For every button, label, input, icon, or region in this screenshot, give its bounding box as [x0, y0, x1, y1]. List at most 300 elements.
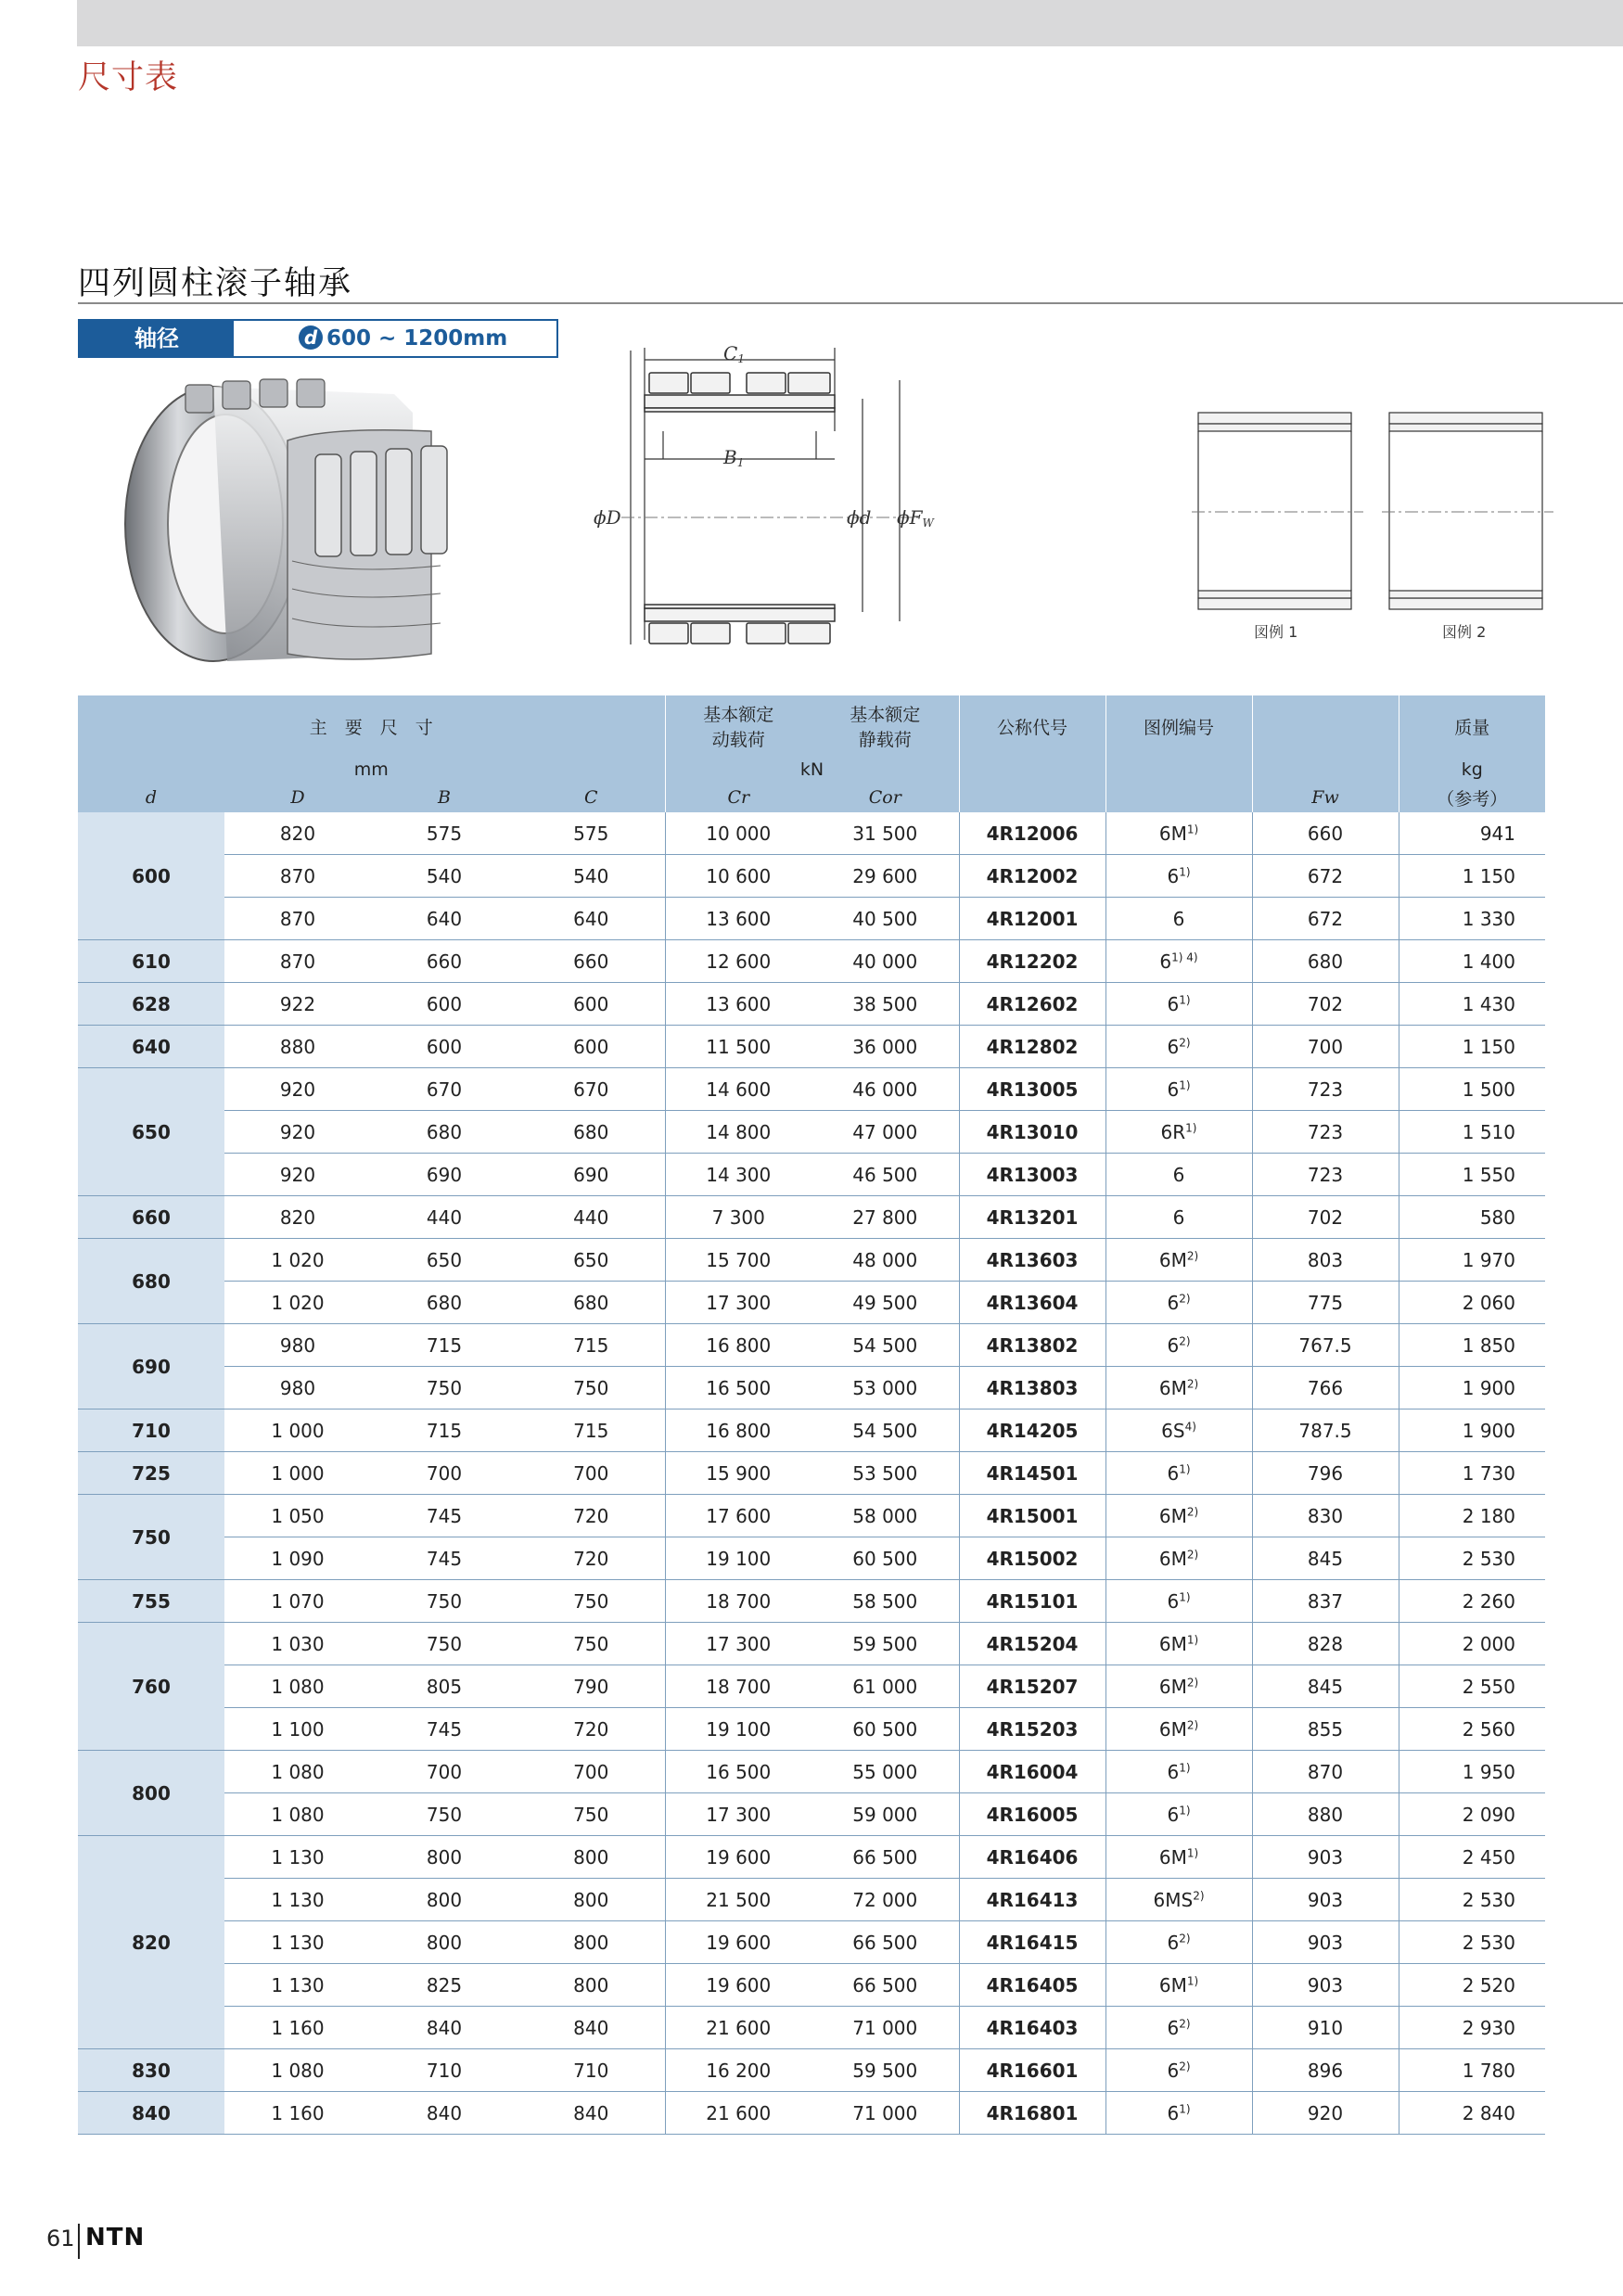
mass-cell: 1 150: [1399, 1026, 1545, 1068]
code-cell: 4R12802: [959, 1026, 1105, 1068]
d-cell: 1 080: [224, 2049, 371, 2092]
cor-cell: 55 000: [812, 1751, 959, 1793]
mass-cell: 1 500: [1399, 1068, 1545, 1111]
code-cell: 4R13803: [959, 1367, 1105, 1409]
shaft-range-text: 600 ~ 1200mm: [326, 326, 508, 351]
cr-cell: 15 700: [665, 1239, 812, 1282]
figure-number-cell: [1105, 983, 1252, 1026]
shaft-label: 轴径: [80, 321, 234, 356]
code-cell: 4R16403: [959, 2007, 1105, 2049]
code-cell: 4R15207: [959, 1665, 1105, 1708]
col-B1: B: [371, 783, 518, 812]
c1-cell: 690: [518, 1154, 665, 1196]
c1-cell: 715: [518, 1324, 665, 1367]
c1-cell: 750: [518, 1367, 665, 1409]
table-row: [78, 1154, 1545, 1196]
b1-cell: 700: [371, 1751, 518, 1793]
mass-cell: 1 510: [1399, 1111, 1545, 1154]
dynamic-load-header: 基本额定 动载荷: [665, 695, 812, 757]
cr-cell: 18 700: [665, 1580, 812, 1623]
cor-cell: 66 500: [812, 1921, 959, 1964]
footnote-mark: 1): [1179, 1589, 1191, 1603]
figure-number-cell: [1105, 1836, 1252, 1879]
b1-cell: 840: [371, 2007, 518, 2049]
fw-cell: 702: [1252, 1196, 1399, 1239]
code-header: 公称代号: [959, 695, 1105, 783]
mass-cell: 1 780: [1399, 2049, 1545, 2092]
figure-number: 6: [1167, 864, 1180, 887]
figure-number-cell: [1105, 1026, 1252, 1068]
code-cell: 4R13003: [959, 1154, 1105, 1196]
cor-cell: 36 000: [812, 1026, 959, 1068]
cor-cell: 72 000: [812, 1879, 959, 1921]
b1-cell: 600: [371, 1026, 518, 1068]
mass-cell: 1 900: [1399, 1367, 1545, 1409]
d-cell: 1 130: [224, 1964, 371, 2007]
footnote-mark: 1): [1179, 864, 1191, 878]
fw-cell: 672: [1252, 898, 1399, 940]
cr-cell: 7 300: [665, 1196, 812, 1239]
b1-cell: 825: [371, 1964, 518, 2007]
mass-cell: 2 530: [1399, 1537, 1545, 1580]
figure-number: 6M: [1158, 1547, 1187, 1570]
bore-diameter-cell: 650: [78, 1068, 224, 1196]
bore-diameter-cell: 600: [78, 812, 224, 940]
cor-cell: 27 800: [812, 1196, 959, 1239]
figure-number: 6: [1172, 1205, 1185, 1229]
b1-cell: 700: [371, 1452, 518, 1495]
d-cell: 1 080: [224, 1793, 371, 1836]
figure-number-cell: [1105, 1495, 1252, 1537]
figure-examples: [1187, 403, 1558, 654]
bore-diameter-cell: 640: [78, 1026, 224, 1068]
footnote-mark: 2): [1179, 1291, 1191, 1305]
cr-cell: 17 300: [665, 1793, 812, 1836]
fig1-label: 図例 1: [1254, 623, 1298, 641]
mass-cell: 2 520: [1399, 1964, 1545, 2007]
footnote-mark: 2): [1179, 1333, 1191, 1347]
c1-cell: 840: [518, 2092, 665, 2135]
bore-diameter-cell: 800: [78, 1751, 224, 1836]
fig2-label: 図例 2: [1442, 623, 1487, 641]
code-cell: 4R15001: [959, 1495, 1105, 1537]
bore-diameter-cell: 820: [78, 1836, 224, 2049]
d-cell: 1 100: [224, 1708, 371, 1751]
b1-cell: 715: [371, 1409, 518, 1452]
b1-cell: 745: [371, 1537, 518, 1580]
cor-cell: 54 500: [812, 1324, 959, 1367]
cr-cell: 19 100: [665, 1708, 812, 1751]
bore-diameter-cell: 830: [78, 2049, 224, 2092]
b1-cell: 575: [371, 812, 518, 855]
bore-diameter-cell: 755: [78, 1580, 224, 1623]
fw-cell: 723: [1252, 1111, 1399, 1154]
footnote-mark: 1): [1186, 822, 1199, 835]
b1-cell: 680: [371, 1282, 518, 1324]
table-row: [78, 1751, 1545, 1793]
figure-number-cell: [1105, 1367, 1252, 1409]
c1-cell: 800: [518, 1921, 665, 1964]
code-cell: 4R13010: [959, 1111, 1105, 1154]
figure-number-cell: [1105, 1239, 1252, 1282]
b1-cell: 745: [371, 1495, 518, 1537]
c1-cell: 700: [518, 1751, 665, 1793]
table-row: [78, 1409, 1545, 1452]
figure-number-cell: [1105, 855, 1252, 898]
c1-cell: 800: [518, 1964, 665, 2007]
mass-cell: 941: [1399, 812, 1545, 855]
cr-cell: 17 600: [665, 1495, 812, 1537]
d-cell: 1 130: [224, 1836, 371, 1879]
mass-ref: （参考）: [1399, 783, 1545, 812]
mass-cell: 1 400: [1399, 940, 1545, 983]
figure-number: 6M: [1158, 1973, 1187, 1996]
label-D: ϕD: [594, 506, 621, 529]
footnote-mark: 2): [1179, 1035, 1191, 1049]
figure-number: 6M: [1158, 1248, 1187, 1271]
figure-number-cell: [1105, 898, 1252, 940]
cr-cell: 17 300: [665, 1623, 812, 1665]
d-cell: 870: [224, 898, 371, 940]
cr-cell: 14 300: [665, 1154, 812, 1196]
unit-kn: kN: [665, 757, 959, 783]
label-fw: ϕFW: [897, 506, 934, 529]
figure-number-cell: [1105, 1964, 1252, 2007]
c1-cell: 600: [518, 983, 665, 1026]
figure-number: 6: [1167, 1589, 1180, 1613]
c1-cell: 440: [518, 1196, 665, 1239]
code-cell: 4R16415: [959, 1921, 1105, 1964]
c1-cell: 800: [518, 1879, 665, 1921]
table-row: [78, 1921, 1545, 1964]
fw-cell: 870: [1252, 1751, 1399, 1793]
c1-cell: 680: [518, 1282, 665, 1324]
cr-cell: 21 600: [665, 2092, 812, 2135]
figure-number: 6M: [1158, 1632, 1187, 1655]
figure-number-cell: [1105, 1623, 1252, 1665]
d-cell: 1 130: [224, 1879, 371, 1921]
bore-diameter-cell: 660: [78, 1196, 224, 1239]
cor-cell: 58 500: [812, 1580, 959, 1623]
cr-cell: 18 700: [665, 1665, 812, 1708]
d-cell: 1 160: [224, 2092, 371, 2135]
table-row: [78, 2049, 1545, 2092]
cor-cell: 60 500: [812, 1708, 959, 1751]
footnote-mark: 1): [1179, 2101, 1191, 2115]
footnote-mark: 2): [1179, 2016, 1191, 2030]
footnote-mark: 1): [1186, 1632, 1199, 1646]
cr-cell: 21 500: [665, 1879, 812, 1921]
b1-cell: 750: [371, 1580, 518, 1623]
page-number: 61: [46, 2226, 75, 2251]
bore-diameter-cell: 840: [78, 2092, 224, 2135]
table-row: [78, 2007, 1545, 2049]
dimension-diagram: [584, 343, 955, 649]
b1-cell: 800: [371, 1836, 518, 1879]
mass-cell: 1 850: [1399, 1324, 1545, 1367]
cor-cell: 61 000: [812, 1665, 959, 1708]
bore-diameter-cell: 680: [78, 1239, 224, 1324]
figure-number: 6: [1167, 1760, 1180, 1783]
code-cell: 4R15203: [959, 1708, 1105, 1751]
cor-cell: 46 000: [812, 1068, 959, 1111]
cor-cell: 40 000: [812, 940, 959, 983]
figure-number-cell: [1105, 1751, 1252, 1793]
mass-header: 质量: [1399, 695, 1545, 757]
cor-cell: 58 000: [812, 1495, 959, 1537]
c1-cell: 600: [518, 1026, 665, 1068]
code-cell: 4R12602: [959, 983, 1105, 1026]
footer-divider: [78, 2224, 80, 2259]
mass-cell: 2 180: [1399, 1495, 1545, 1537]
figure-number: 6M: [1158, 1845, 1187, 1869]
cr-cell: 12 600: [665, 940, 812, 983]
fw-cell: 775: [1252, 1282, 1399, 1324]
d-cell: 1 030: [224, 1623, 371, 1665]
cor-cell: 46 500: [812, 1154, 959, 1196]
fw-cell: 766: [1252, 1367, 1399, 1409]
table-row: [78, 1239, 1545, 1282]
fw-cell: 903: [1252, 1836, 1399, 1879]
c1-cell: 750: [518, 1623, 665, 1665]
figure-number-cell: [1105, 2007, 1252, 2049]
fw-cell: 700: [1252, 1026, 1399, 1068]
bore-diameter-cell: 725: [78, 1452, 224, 1495]
code-cell: 4R16406: [959, 1836, 1105, 1879]
table-row: [78, 1324, 1545, 1367]
figure-number: 6: [1167, 1333, 1180, 1357]
bore-diameter-cell: 690: [78, 1324, 224, 1409]
figure-number: 6: [1167, 1803, 1180, 1826]
b1-cell: 750: [371, 1623, 518, 1665]
c1-cell: 660: [518, 940, 665, 983]
cr-cell: 19 600: [665, 1836, 812, 1879]
code-cell: 4R13005: [959, 1068, 1105, 1111]
fw-cell: 702: [1252, 983, 1399, 1026]
figure-number-cell: [1105, 2092, 1252, 2135]
table-row: [78, 1580, 1545, 1623]
fw-cell: 828: [1252, 1623, 1399, 1665]
figure-number-cell: [1105, 812, 1252, 855]
cor-cell: 29 600: [812, 855, 959, 898]
cr-cell: 16 500: [665, 1751, 812, 1793]
c1-cell: 540: [518, 855, 665, 898]
figure-number: 6MS: [1153, 1888, 1194, 1911]
code-cell: 4R15204: [959, 1623, 1105, 1665]
heading-divider: [78, 302, 1623, 304]
mass-cell: 1 900: [1399, 1409, 1545, 1452]
b1-cell: 640: [371, 898, 518, 940]
bore-diameter-cell: 610: [78, 940, 224, 983]
cr-cell: 19 100: [665, 1537, 812, 1580]
figure-number: 6S: [1161, 1419, 1185, 1442]
figure-number: 6: [1159, 950, 1172, 973]
d-cell: 920: [224, 1154, 371, 1196]
b1-cell: 840: [371, 2092, 518, 2135]
cr-cell: 16 200: [665, 2049, 812, 2092]
mass-cell: 2 550: [1399, 1665, 1545, 1708]
mass-cell: 1 150: [1399, 855, 1545, 898]
fw-cell: 723: [1252, 1068, 1399, 1111]
table-row: [78, 1282, 1545, 1324]
table-row: [78, 1836, 1545, 1879]
d-cell: 880: [224, 1026, 371, 1068]
figure-number-cell: [1105, 2049, 1252, 2092]
page-title: 四列圆柱滚子轴承: [78, 265, 353, 302]
mass-cell: 2 450: [1399, 1836, 1545, 1879]
code-cell: 4R15002: [959, 1537, 1105, 1580]
figure-number: 6M: [1158, 1376, 1187, 1399]
footnote-mark: 1): [1186, 1845, 1199, 1859]
table-row: [78, 898, 1545, 940]
c1-cell: 715: [518, 1409, 665, 1452]
cor-cell: 53 500: [812, 1452, 959, 1495]
footnote-mark: 2): [1186, 1376, 1199, 1390]
figure-number: 6: [1167, 1035, 1180, 1058]
cor-cell: 40 500: [812, 898, 959, 940]
cr-cell: 16 800: [665, 1324, 812, 1367]
mass-cell: 2 260: [1399, 1580, 1545, 1623]
c1-cell: 710: [518, 2049, 665, 2092]
fw-cell: 855: [1252, 1708, 1399, 1751]
figure-number-cell: [1105, 1537, 1252, 1580]
code-cell: 4R13604: [959, 1282, 1105, 1324]
b1-cell: 750: [371, 1793, 518, 1836]
d-cell: 1 050: [224, 1495, 371, 1537]
d-cell: 980: [224, 1367, 371, 1409]
c1-cell: 800: [518, 1836, 665, 1879]
cor-cell: 48 000: [812, 1239, 959, 1282]
b1-cell: 690: [371, 1154, 518, 1196]
footnote-mark: 1): [1186, 1973, 1199, 1987]
shaft-range-box: [78, 319, 558, 358]
footnote-mark: 4): [1184, 1419, 1196, 1433]
c1-cell: 640: [518, 898, 665, 940]
fw-cell: 903: [1252, 1879, 1399, 1921]
mass-cell: 2 560: [1399, 1708, 1545, 1751]
fw-cell: 767.5: [1252, 1324, 1399, 1367]
b1-cell: 670: [371, 1068, 518, 1111]
b1-cell: 650: [371, 1239, 518, 1282]
cor-cell: 59 500: [812, 2049, 959, 2092]
b1-cell: 540: [371, 855, 518, 898]
table-row: [78, 1879, 1545, 1921]
figure-number: 6M: [1158, 822, 1187, 845]
mass-cell: 1 950: [1399, 1751, 1545, 1793]
col-C1: C: [518, 783, 665, 812]
figure-number: 6: [1167, 2016, 1180, 2039]
figure-number: 6: [1172, 1163, 1185, 1186]
table-row: [78, 1708, 1545, 1751]
bore-diameter-cell: 710: [78, 1409, 224, 1452]
table-row: [78, 1665, 1545, 1708]
figure-number-cell: [1105, 1196, 1252, 1239]
table-row: [78, 1196, 1545, 1239]
fw-cell: 920: [1252, 2092, 1399, 2135]
figure-number-cell: [1105, 1665, 1252, 1708]
footnote-mark: 1): [1179, 1461, 1191, 1475]
mass-cell: 580: [1399, 1196, 1545, 1239]
d-symbol-icon: d: [299, 325, 323, 350]
footnote-mark: 1): [1185, 1120, 1197, 1134]
mass-cell: 1 730: [1399, 1452, 1545, 1495]
col-Cr: Cr: [665, 783, 812, 812]
figure-number-cell: [1105, 1580, 1252, 1623]
table-row: [78, 1452, 1545, 1495]
table-row: [78, 940, 1545, 983]
mass-cell: 2 530: [1399, 1921, 1545, 1964]
d-cell: 820: [224, 812, 371, 855]
figure-number: 6: [1167, 1931, 1180, 1954]
code-cell: 4R16405: [959, 1964, 1105, 2007]
fw-cell: 672: [1252, 855, 1399, 898]
unit-mm: mm: [78, 757, 665, 783]
table-row: [78, 1964, 1545, 2007]
c1-cell: 840: [518, 2007, 665, 2049]
top-bar: [77, 0, 1623, 46]
code-cell: 4R14205: [959, 1409, 1105, 1452]
mass-cell: 2 530: [1399, 1879, 1545, 1921]
d-cell: 1 130: [224, 1921, 371, 1964]
fw-cell: 845: [1252, 1537, 1399, 1580]
footnote-mark: 2): [1186, 1547, 1199, 1561]
cr-cell: 11 500: [665, 1026, 812, 1068]
b1-cell: 715: [371, 1324, 518, 1367]
fw-cell: 803: [1252, 1239, 1399, 1282]
fw-cell: 880: [1252, 1793, 1399, 1836]
label-d: ϕd: [847, 506, 872, 529]
shaft-range: [234, 321, 556, 356]
footnote-mark: 2): [1186, 1504, 1199, 1518]
d-cell: 1 080: [224, 1665, 371, 1708]
code-cell: 4R12002: [959, 855, 1105, 898]
b1-cell: 710: [371, 2049, 518, 2092]
d-cell: 922: [224, 983, 371, 1026]
bore-diameter-cell: 760: [78, 1623, 224, 1751]
cor-cell: 47 000: [812, 1111, 959, 1154]
table-row: [78, 1026, 1545, 1068]
figure-number: 6M: [1158, 1717, 1187, 1741]
c1-cell: 750: [518, 1793, 665, 1836]
table-body: [78, 812, 1545, 2135]
code-cell: 4R13201: [959, 1196, 1105, 1239]
footnote-mark: 2): [1186, 1675, 1199, 1689]
c1-cell: 575: [518, 812, 665, 855]
code-cell: 4R12001: [959, 898, 1105, 940]
footnote-mark: 2): [1193, 1888, 1205, 1902]
cr-cell: 13 600: [665, 983, 812, 1026]
table-row: [78, 1068, 1545, 1111]
cr-cell: 14 600: [665, 1068, 812, 1111]
c1-cell: 650: [518, 1239, 665, 1282]
table-row: [78, 1793, 1545, 1836]
c1-cell: 720: [518, 1537, 665, 1580]
cor-cell: 59 000: [812, 1793, 959, 1836]
figure-number: 6: [1167, 2101, 1180, 2124]
mass-cell: 2 840: [1399, 2092, 1545, 2135]
figure-number: 6: [1167, 1291, 1180, 1314]
b1-cell: 800: [371, 1921, 518, 1964]
bore-diameter-cell: 750: [78, 1495, 224, 1580]
cor-cell: 71 000: [812, 2092, 959, 2135]
b1-cell: 680: [371, 1111, 518, 1154]
figure-number-cell: [1105, 1324, 1252, 1367]
mass-cell: 2 000: [1399, 1623, 1545, 1665]
table-row: [78, 1495, 1545, 1537]
figure-number-header: 图例编号: [1105, 695, 1252, 783]
d-cell: 820: [224, 1196, 371, 1239]
col-Cor: Cor: [812, 783, 959, 812]
